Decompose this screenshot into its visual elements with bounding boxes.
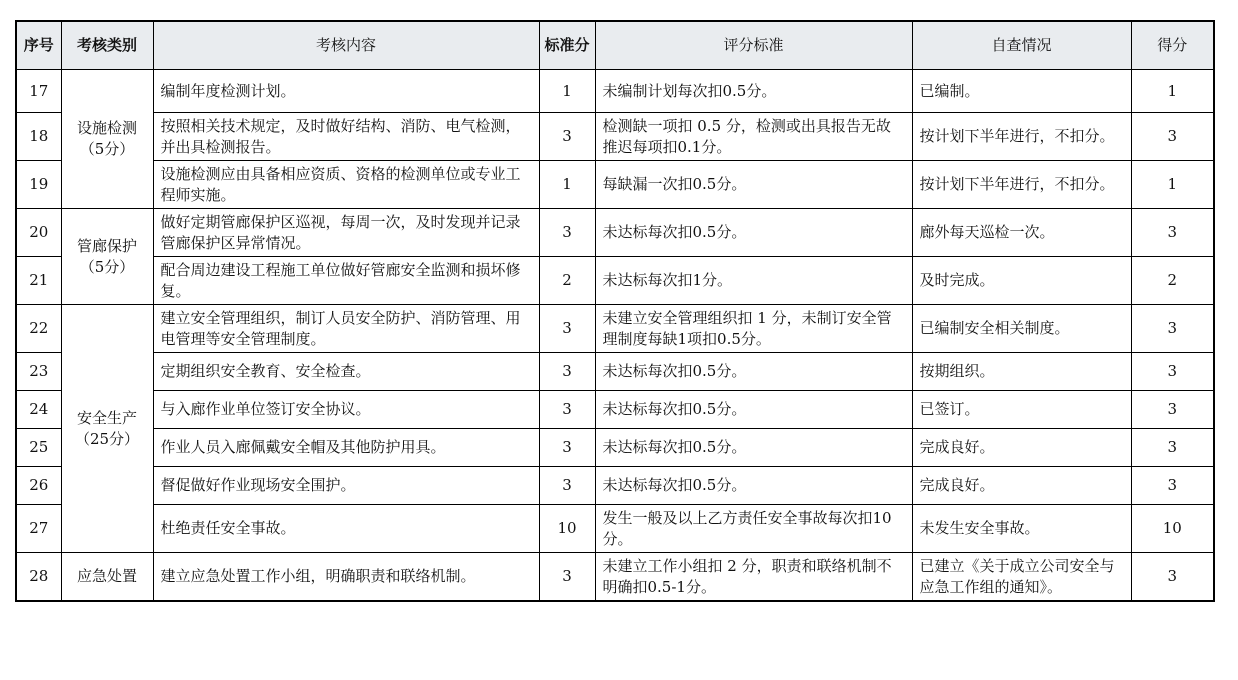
content-cell: 设施检测应由具备相应资质、资格的检测单位或专业工程师实施。 [153,161,539,209]
category-cell [61,209,153,305]
criteria-cell: 每缺漏一次扣0.5分。 [595,161,912,209]
score-cell: 3 [1131,553,1214,602]
self-check-cell: 未发生安全事故。 [912,505,1131,553]
header-score: 得分 [1131,21,1214,70]
score-cell: 3 [1131,429,1214,467]
score-cell: 1 [1131,161,1214,209]
criteria-cell: 检测缺一项扣 0.5 分，检测或出具报告无故推迟每项扣0.1分。 [595,113,912,161]
standard-score-cell: 1 [539,70,595,113]
header-row [16,21,1214,70]
category-name: 应急处置 [76,567,137,585]
content-cell: 按照相关技术规定，及时做好结构、消防、电气检测，并出具检测报告。 [153,113,539,161]
criteria-cell: 未达标每次扣0.5分。 [595,467,912,505]
standard-score-cell: 3 [539,553,595,602]
criteria-cell: 发生一般及以上乙方责任安全事故每次扣10分。 [595,505,912,553]
category-name: 安全生产 [76,408,137,427]
score-cell: 2 [1131,257,1214,305]
standard-score-cell: 3 [539,209,595,257]
row-number: 20 [16,209,61,257]
standard-score-cell: 3 [539,113,595,161]
category-name: 管廊保护 [76,236,137,255]
score-cell: 3 [1131,391,1214,429]
row-number: 17 [16,70,61,113]
row-number: 25 [16,429,61,467]
category-points: （5分） [79,257,135,276]
criteria-cell: 未编制计划每次扣0.5分。 [595,70,912,113]
category-cell [61,305,153,553]
standard-score-cell: 3 [539,467,595,505]
assessment-table-container [15,20,1215,602]
table-row [16,505,1214,553]
row-number: 28 [16,553,61,602]
self-check-cell: 完成良好。 [912,467,1131,505]
category-cell [61,553,153,602]
self-check-cell: 按计划下半年进行，不扣分。 [912,161,1131,209]
header-self-check: 自查情况 [912,21,1131,70]
content-cell: 杜绝责任安全事故。 [153,505,539,553]
table-row [16,305,1214,353]
table-row [16,553,1214,602]
self-check-cell: 完成良好。 [912,429,1131,467]
assessment-table [15,20,1215,602]
criteria-cell: 未建立安全管理组织扣 1 分，未制订安全管理制度每缺1项扣0.5分。 [595,305,912,353]
table-row [16,353,1214,391]
score-cell: 1 [1131,70,1214,113]
header-seq: 序号 [16,21,61,70]
row-number: 18 [16,113,61,161]
header-category: 考核类别 [61,21,153,70]
content-cell: 督促做好作业现场安全围护。 [153,467,539,505]
self-check-cell: 已签订。 [912,391,1131,429]
content-cell: 建立应急处置工作小组，明确职责和联络机制。 [153,553,539,602]
self-check-cell: 按期组织。 [912,353,1131,391]
score-cell: 3 [1131,353,1214,391]
score-cell: 3 [1131,113,1214,161]
category-cell [61,70,153,209]
table-row [16,113,1214,161]
row-number: 22 [16,305,61,353]
table-row [16,429,1214,467]
content-cell: 配合周边建设工程施工单位做好管廊安全监测和损坏修复。 [153,257,539,305]
standard-score-cell: 1 [539,161,595,209]
table-row [16,391,1214,429]
row-number: 24 [16,391,61,429]
table-row [16,161,1214,209]
category-points: （25分） [74,429,140,448]
standard-score-cell: 3 [539,305,595,353]
content-cell: 建立安全管理组织，制订人员安全防护、消防管理、用电管理等安全管理制度。 [153,305,539,353]
criteria-cell: 未达标每次扣0.5分。 [595,391,912,429]
score-cell: 3 [1131,209,1214,257]
criteria-cell: 未达标每次扣0.5分。 [595,209,912,257]
score-cell: 10 [1131,505,1214,553]
table-row [16,209,1214,257]
standard-score-cell: 3 [539,429,595,467]
content-cell: 编制年度检测计划。 [153,70,539,113]
row-number: 23 [16,353,61,391]
row-number: 26 [16,467,61,505]
self-check-cell: 已建立《关于成立公司安全与应急工作组的通知》。 [912,553,1131,602]
category-name: 设施检测 [76,119,137,137]
score-cell: 3 [1131,305,1214,353]
category-points: （5分） [79,140,135,158]
standard-score-cell: 10 [539,505,595,553]
content-cell: 与入廊作业单位签订安全协议。 [153,391,539,429]
header-content: 考核内容 [153,21,539,70]
criteria-cell: 未达标每次扣0.5分。 [595,353,912,391]
self-check-cell: 廊外每天巡检一次。 [912,209,1131,257]
criteria-cell: 未达标每次扣0.5分。 [595,429,912,467]
header-criteria: 评分标准 [595,21,912,70]
score-cell: 3 [1131,467,1214,505]
row-number: 19 [16,161,61,209]
row-number: 27 [16,505,61,553]
self-check-cell: 已编制安全相关制度。 [912,305,1131,353]
self-check-cell: 已编制。 [912,70,1131,113]
self-check-cell: 及时完成。 [912,257,1131,305]
table-row [16,467,1214,505]
table-row [16,257,1214,305]
row-number: 21 [16,257,61,305]
content-cell: 定期组织安全教育、安全检查。 [153,353,539,391]
standard-score-cell: 3 [539,353,595,391]
criteria-cell: 未达标每次扣1分。 [595,257,912,305]
header-standard-score: 标准分 [539,21,595,70]
content-cell: 作业人员入廊佩戴安全帽及其他防护用具。 [153,429,539,467]
table-row [16,70,1214,113]
standard-score-cell: 3 [539,391,595,429]
standard-score-cell: 2 [539,257,595,305]
criteria-cell: 未建立工作小组扣 2 分，职责和联络机制不明确扣0.5-1分。 [595,553,912,602]
content-cell: 做好定期管廊保护区巡视，每周一次，及时发现并记录管廊保护区异常情况。 [153,209,539,257]
self-check-cell: 按计划下半年进行，不扣分。 [912,113,1131,161]
